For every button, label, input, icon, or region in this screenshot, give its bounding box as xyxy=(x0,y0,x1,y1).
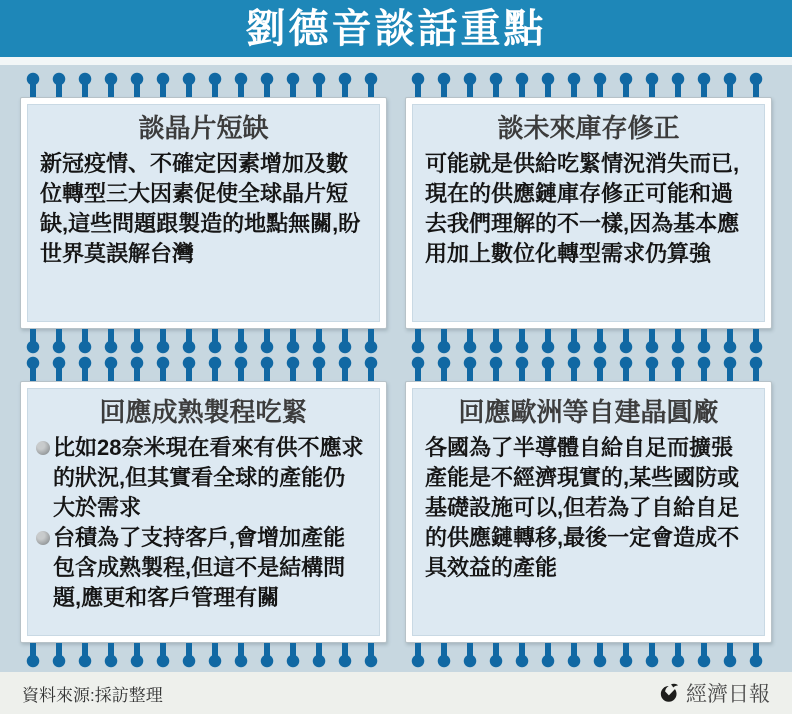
card-panel xyxy=(27,388,380,636)
pin-fringe-bottom xyxy=(20,643,387,669)
brand xyxy=(657,678,770,708)
card-heading: 回應成熟製程吃緊 xyxy=(99,397,308,427)
footer xyxy=(0,672,792,714)
banner-divider xyxy=(0,57,792,65)
card-heading: 談未來庫存修正 xyxy=(497,113,680,143)
pin-fringe-bottom xyxy=(20,329,387,355)
card-inventory-correction xyxy=(405,71,772,355)
card-paragraph: 各國為了半導體自給自足而擴張產能是不經濟現實的,某些國防或基礎設施可以,但若為了自給自足的供應鏈轉移,最後一定會造成不具效益的產能 xyxy=(425,435,740,580)
title-banner xyxy=(0,0,792,57)
source-label: 資料來源:採訪整理 xyxy=(22,685,163,705)
note-card xyxy=(20,381,387,643)
card-paragraph: 可能就是供給吃緊情況消失而已,現在的供應鏈庫存修正可能和過去我們理解的不一樣,因為基本應用加上數位化轉型需求仍算強 xyxy=(425,151,740,266)
bullet-list xyxy=(36,433,367,612)
card-paragraph: 新冠疫情、不確定因素增加及數位轉型三大因素促使全球晶片短缺,這些問題跟製造的地點無關,盼世界莫誤解台灣 xyxy=(40,151,361,266)
card-chip-shortage xyxy=(20,71,387,355)
bullet-text: 比如28奈米現在看來有供不應求的狀況,但其實看全球的產能仍大於需求 xyxy=(53,435,364,520)
pin-fringe-top xyxy=(405,355,772,381)
list-item xyxy=(36,523,367,613)
card-panel xyxy=(412,388,765,636)
pin-fringe-top xyxy=(20,71,387,97)
cards-row-top xyxy=(20,71,772,355)
bullet-text: 台積為了支持客戶,會增加產能包含成熟製程,但這不是結構問題,應更和客戶管理有關 xyxy=(53,524,346,610)
card-panel xyxy=(412,104,765,322)
bullet-icon xyxy=(36,441,50,455)
economic-daily-logo-icon xyxy=(657,682,680,705)
card-fab-selfbuild xyxy=(405,355,772,669)
card-heading: 回應歐洲等自建晶圓廠 xyxy=(458,397,719,427)
note-card xyxy=(405,381,772,643)
brand-name: 經濟日報 xyxy=(686,683,770,706)
pin-fringe-top xyxy=(405,71,772,97)
card-heading: 談晶片短缺 xyxy=(138,113,269,143)
card-mature-process xyxy=(20,355,387,669)
note-card xyxy=(20,97,387,329)
bullet-icon xyxy=(36,531,50,545)
pin-fringe-bottom xyxy=(405,643,772,669)
list-item xyxy=(36,433,367,523)
page-title: 劉德音談話重點 xyxy=(245,6,547,51)
pin-fringe-top xyxy=(20,355,387,381)
pin-fringe-bottom xyxy=(405,329,772,355)
cards-row-bottom xyxy=(20,355,772,669)
card-panel xyxy=(27,104,380,322)
main-content xyxy=(0,65,792,672)
note-card xyxy=(405,97,772,329)
